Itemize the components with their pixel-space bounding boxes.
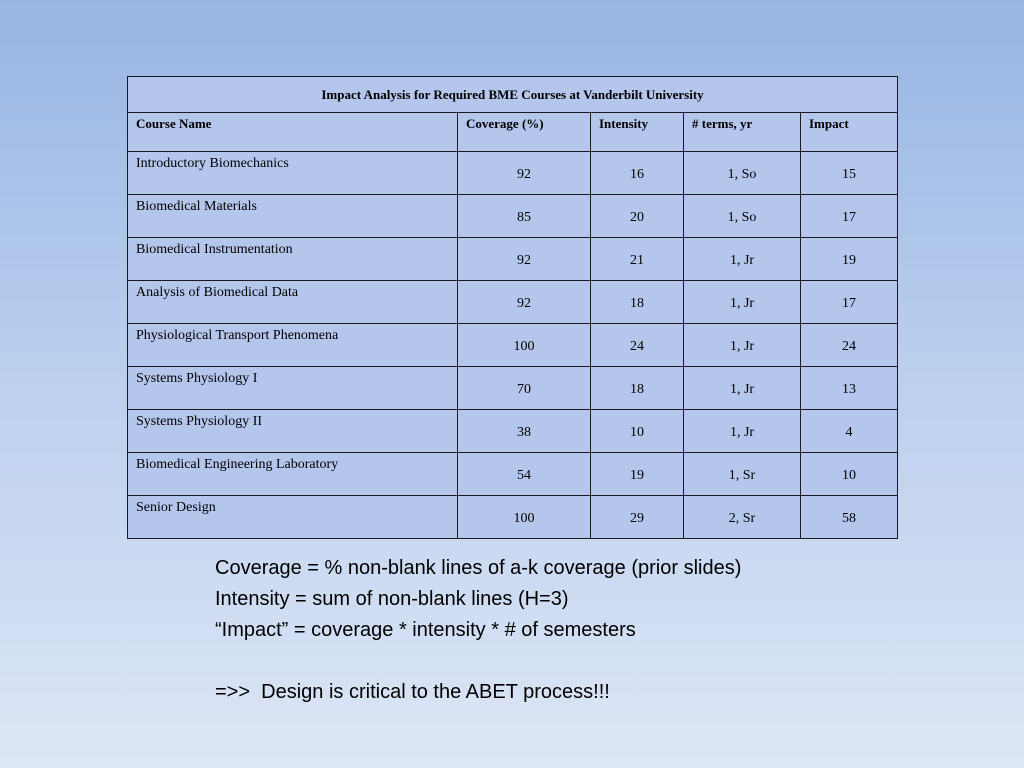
- coverage-cell: 92: [458, 281, 591, 324]
- intensity-cell: 20: [591, 195, 684, 238]
- intensity-cell: 21: [591, 238, 684, 281]
- impact-cell: 15: [801, 152, 898, 195]
- terms-cell: 2, Sr: [684, 496, 801, 539]
- terms-cell: 1, Jr: [684, 367, 801, 410]
- impact-cell: 19: [801, 238, 898, 281]
- terms-cell: 1, So: [684, 152, 801, 195]
- impact-cell: 13: [801, 367, 898, 410]
- intensity-cell: 29: [591, 496, 684, 539]
- table-row: [128, 324, 898, 367]
- table-row: [128, 453, 898, 496]
- impact-cell: 58: [801, 496, 898, 539]
- impact-cell: 17: [801, 281, 898, 324]
- impact-definition: “Impact” = coverage * intensity * # of semesters: [215, 619, 636, 641]
- column-header-coverage: Coverage (%): [458, 113, 591, 152]
- intensity-cell: 24: [591, 324, 684, 367]
- coverage-cell: 85: [458, 195, 591, 238]
- course-name-cell: Analysis of Biomedical Data: [128, 281, 458, 324]
- table-row: [128, 281, 898, 324]
- column-header-impact: Impact: [801, 113, 898, 152]
- terms-cell: 1, Jr: [684, 410, 801, 453]
- course-name-cell: Biomedical Engineering Laboratory: [128, 453, 458, 496]
- coverage-cell: 100: [458, 324, 591, 367]
- coverage-cell: 100: [458, 496, 591, 539]
- course-name-cell: Systems Physiology I: [128, 367, 458, 410]
- impact-analysis-table: [127, 76, 898, 539]
- coverage-definition: Coverage = % non-blank lines of a-k coverage (prior slides): [215, 557, 742, 579]
- intensity-cell: 18: [591, 281, 684, 324]
- conclusion-statement: =>> Design is critical to the ABET process!!!: [215, 681, 610, 703]
- column-header-course-name: Course Name: [128, 113, 458, 152]
- blank-line: [215, 646, 935, 677]
- intensity-cell: 19: [591, 453, 684, 496]
- impact-cell: 17: [801, 195, 898, 238]
- coverage-cell: 92: [458, 238, 591, 281]
- intensity-cell: 18: [591, 367, 684, 410]
- terms-cell: 1, Jr: [684, 238, 801, 281]
- course-name-cell: Biomedical Materials: [128, 195, 458, 238]
- table-row: [128, 195, 898, 238]
- impact-cell: 10: [801, 453, 898, 496]
- course-name-cell: Systems Physiology II: [128, 410, 458, 453]
- table-row: [128, 238, 898, 281]
- course-name-cell: Physiological Transport Phenomena: [128, 324, 458, 367]
- coverage-cell: 70: [458, 367, 591, 410]
- course-name-cell: Biomedical Instrumentation: [128, 238, 458, 281]
- table-row: [128, 367, 898, 410]
- terms-cell: 1, Jr: [684, 281, 801, 324]
- intensity-cell: 16: [591, 152, 684, 195]
- table-row: [128, 410, 898, 453]
- table-header-row: [128, 113, 898, 152]
- table-title: Impact Analysis for Required BME Courses at Vanderbilt University: [128, 77, 898, 113]
- intensity-definition: Intensity = sum of non-blank lines (H=3): [215, 588, 569, 610]
- coverage-cell: 54: [458, 453, 591, 496]
- terms-cell: 1, Jr: [684, 324, 801, 367]
- course-name-cell: Senior Design: [128, 496, 458, 539]
- column-header-terms: # terms, yr: [684, 113, 801, 152]
- coverage-cell: 92: [458, 152, 591, 195]
- coverage-cell: 38: [458, 410, 591, 453]
- terms-cell: 1, So: [684, 195, 801, 238]
- impact-cell: 4: [801, 410, 898, 453]
- table-title-row: [128, 77, 898, 113]
- table-row: [128, 152, 898, 195]
- impact-cell: 24: [801, 324, 898, 367]
- table-row: [128, 496, 898, 539]
- column-header-intensity: Intensity: [591, 113, 684, 152]
- terms-cell: 1, Sr: [684, 453, 801, 496]
- intensity-cell: 10: [591, 410, 684, 453]
- definitions-text-box: [215, 553, 935, 708]
- course-name-cell: Introductory Biomechanics: [128, 152, 458, 195]
